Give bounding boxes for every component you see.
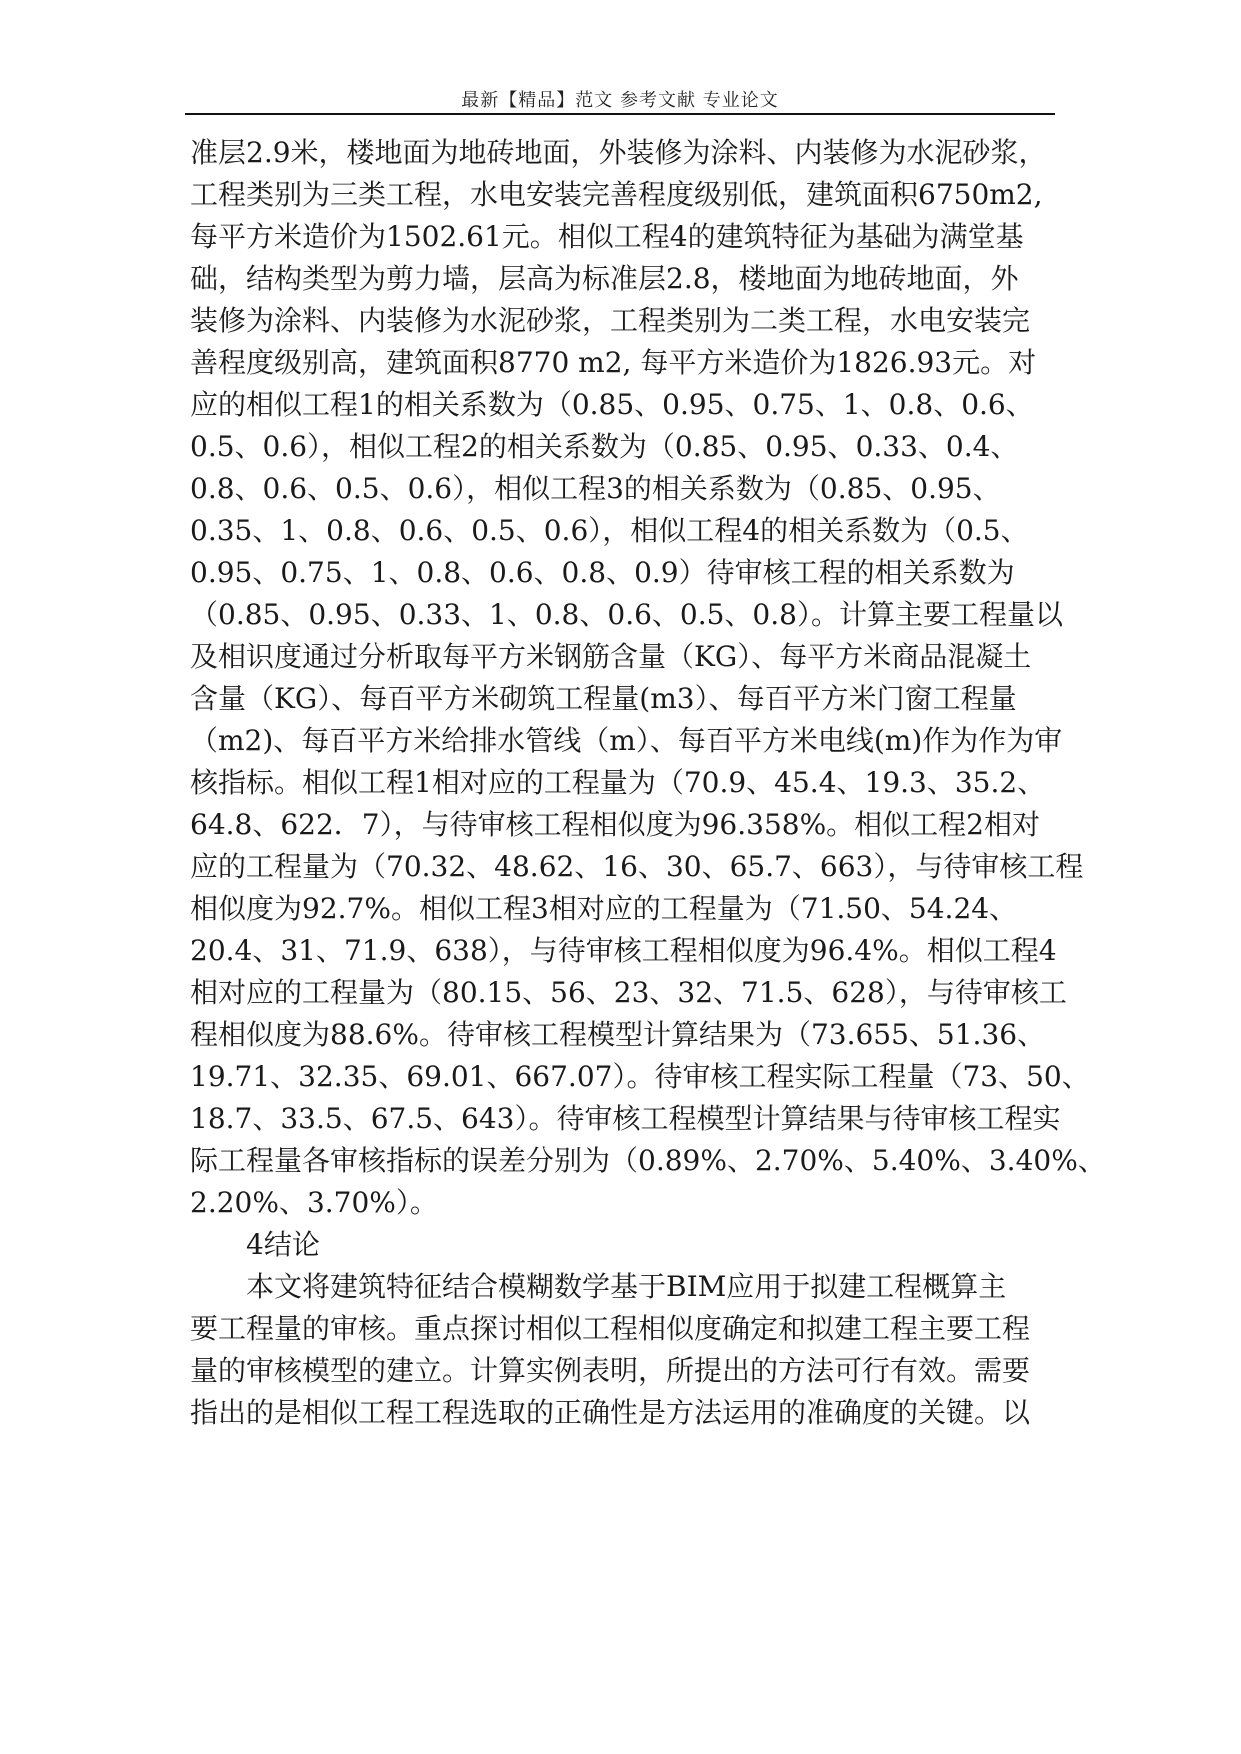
body-line: 2.20%、3.70%）。 xyxy=(190,1186,438,1219)
page-header: 最新【精品】范文 参考文献 专业论文 xyxy=(461,90,779,111)
body-line: 善程度级别高，建筑面积8770 m2, 每平方米造价为1826.93元。对 xyxy=(190,346,1037,379)
body-line: 程相似度为88.6%。待审核工程模型计算结果为（73.655、51.36、 xyxy=(190,1018,1046,1051)
body-line: 装修为涂料、内装修为水泥砂浆，工程类别为二类工程，水电安装完 xyxy=(190,304,1031,337)
document-body xyxy=(190,132,1106,1434)
body-line: 0.5、0.6），相似工程2的相关系数为（0.85、0.95、0.33、0.4、 xyxy=(190,430,1019,463)
body-line: 应的相似工程1的相关系数为（0.85、0.95、0.75、1、0.8、0.6、 xyxy=(190,388,1034,421)
body-line: 及相识度通过分析取每平方米钢筋含量（KG）、每平方米商品混凝土 xyxy=(190,640,1032,673)
body-line: 0.8、0.6、0.5、0.6），相似工程3的相关系数为（0.85、0.95、 xyxy=(190,472,1001,505)
body-line: 础，结构类型为剪力墙，层高为标准层2.8，楼地面为地砖地面，外 xyxy=(190,262,1019,295)
section-heading: 4结论 xyxy=(246,1228,320,1261)
body-line: 工程类别为三类工程，水电安装完善程度级别低，建筑面积6750m2, xyxy=(190,178,1043,211)
body-line: 应的工程量为（70.32、48.62、16、30、65.7、663），与待审核工程 xyxy=(190,850,1084,883)
body-line: 准层2.9米，楼地面为地砖地面，外装修为涂料、内装修为水泥砂浆， xyxy=(190,136,1047,169)
conclusion-line: 指出的是相似工程工程选取的正确性是方法运用的准确度的关键。以 xyxy=(190,1396,1031,1429)
body-line: （m2)、每百平方米给排水管线（m）、每百平方米电线(m)作为作为审 xyxy=(190,724,1063,757)
body-line: 20.4、31、71.9、638），与待审核工程相似度为96.4%。相似工程4 xyxy=(190,934,1057,967)
body-line: 含量（KG）、每百平方米砌筑工程量(m3）、每百平方米门窗工程量 xyxy=(190,682,1017,715)
body-line: 19.71、32.35、69.01、667.07）。待审核工程实际工程量（73、50、 xyxy=(190,1060,1090,1093)
body-line: 0.35、1、0.8、0.6、0.5、0.6），相似工程4的相关系数为（0.5、 xyxy=(190,514,1029,547)
header-divider xyxy=(185,113,1055,115)
body-line: （0.85、0.95、0.33、1、0.8、0.6、0.5、0.8）。计算主要工程量以 xyxy=(190,598,1063,631)
conclusion-line: 量的审核模型的建立。计算实例表明，所提出的方法可行有效。需要 xyxy=(190,1354,1031,1387)
conclusion-line: 本文将建筑特征结合模糊数学基于BIM应用于拟建工程概算主 xyxy=(246,1270,1007,1303)
body-line: 际工程量各审核指标的误差分别为（0.89%、2.70%、5.40%、3.40%、 xyxy=(190,1144,1106,1177)
conclusion-line: 要工程量的审核。重点探讨相似工程相似度确定和拟建工程主要工程 xyxy=(190,1312,1031,1345)
body-line: 每平方米造价为1502.61元。相似工程4的建筑特征为基础为满堂基 xyxy=(190,220,1024,253)
body-line: 0.95、0.75、1、0.8、0.6、0.8、0.9）待审核工程的相关系数为 xyxy=(190,556,1015,589)
body-line: 18.7、33.5、67.5、643）。待审核工程模型计算结果与待审核工程实 xyxy=(190,1102,1061,1135)
body-line: 核指标。相似工程1相对应的工程量为（70.9、45.4、19.3、35.2、 xyxy=(190,766,1046,799)
body-line: 64.8、622．7），与待审核工程相似度为96.358%。相似工程2相对 xyxy=(190,808,1040,841)
body-line: 相对应的工程量为（80.15、56、23、32、71.5、628），与待审核工 xyxy=(190,976,1067,1009)
body-line: 相似度为92.7%。相似工程3相对应的工程量为（71.50、54.24、 xyxy=(190,892,1018,925)
